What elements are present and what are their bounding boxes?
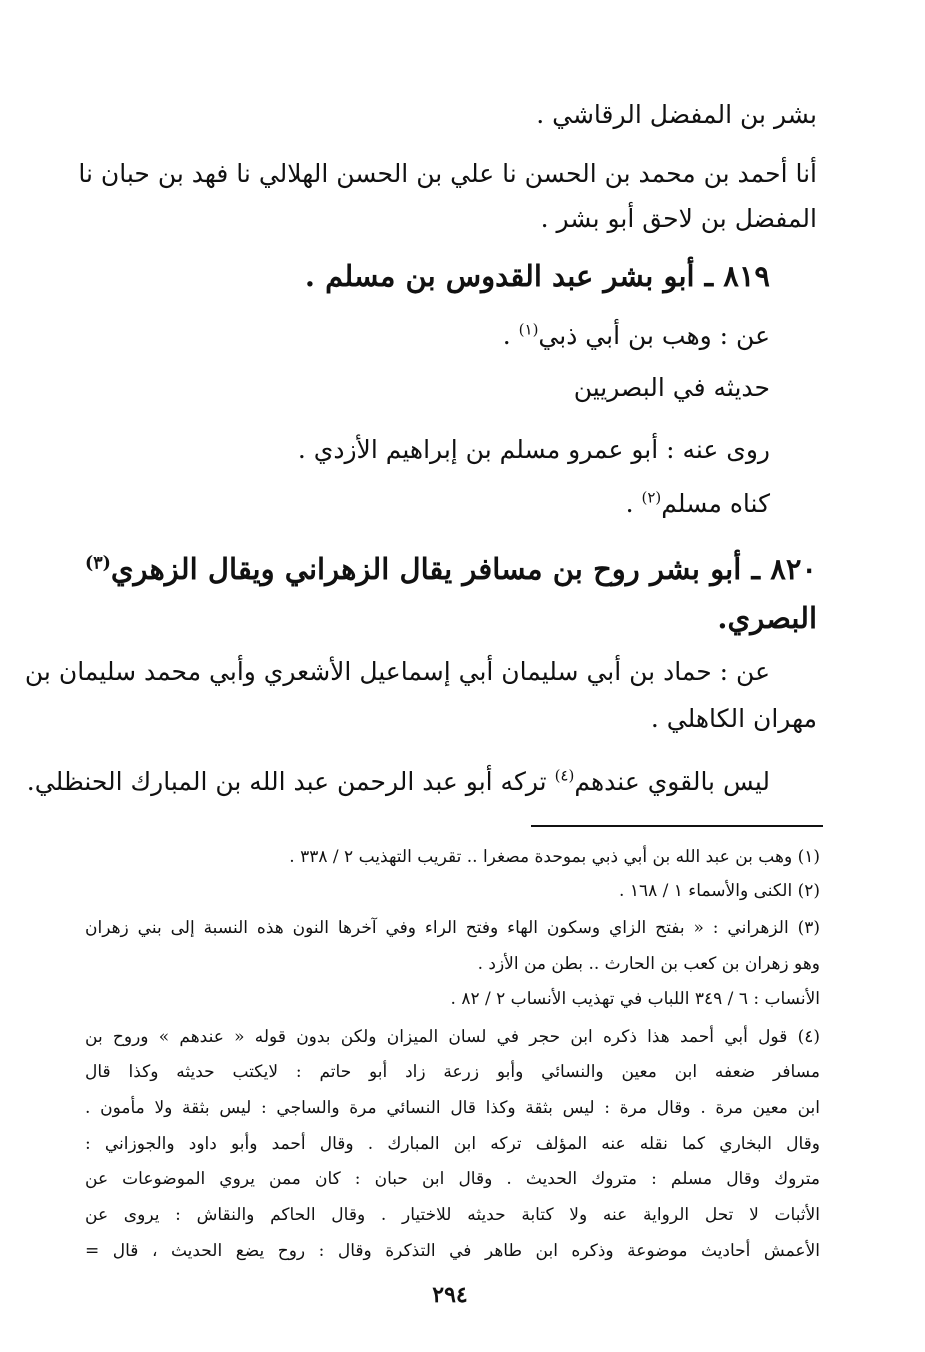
footnote-3-line-2: وهو زهران بن كعب بن الحارث .. بطن من الأزد . — [477, 954, 820, 974]
line-8-text: كناه مسلم — [661, 489, 770, 518]
text-line-3: المفضل بن لاحق أبو بشر . — [540, 204, 817, 233]
footnote-3-line-3: الأنساب : ٦ / ٣٤٩ اللباب في تهذيب الأنساب ٢ / ٨٢ . — [450, 989, 820, 1009]
text-line-7: روى عنه : أبو عمرو مسلم بن إبراهيم الأزدي . — [297, 435, 770, 464]
text-line-13 — [27, 760, 770, 804]
footnote-ref-4: (٤) — [554, 766, 575, 785]
footnote-separator — [531, 825, 823, 827]
footnote-3-line-1: (٣) الزهراني : « بفتح الزاي وسكون الهاء وفتح الراء وفي آخرها النون هذه النسبة إلى بني زهران — [85, 918, 820, 938]
text-line-5 — [503, 314, 770, 358]
footnote-1: (١) وهب بن عبد الله بن أبي ذبي بموحدة مصغرا .. تقريب التهذيب ٢ / ٣٣٨ . — [289, 847, 820, 867]
entry-heading-820-cont: البصري. — [717, 601, 817, 635]
line-13-text-b: تركه أبو عبد الرحمن عبد الله بن المبارك الحنظلي. — [26, 767, 555, 796]
footnote-4-line-1: (٤) قول أبي أحمد هذا ذكره ابن حجر في لسان الميزان ولكن بدون قوله « عندهم » وروح بن — [85, 1027, 820, 1047]
text-line-2: أنا أحمد بن محمد بن الحسن نا علي بن الحسن الهلالي نا فهد بن حبان نا — [78, 159, 817, 188]
footnote-4-line-6: الأثبات لا تحل الرواية عنه ولا كتابة حديثه للاختيار . وقال الحاكم والنقاش : يروى عن — [85, 1205, 820, 1225]
footnote-4-line-3: ابن معين مرة . وقال مرة : ليس بثقة وكذا قال النسائي مرة والساجي : ليس بثقة ولا مأمون . — [85, 1098, 820, 1118]
footnote-4-line-2: مسافر ضعفه ابن معين والنسائي وأبو زرعة زاد أبو حاتم : لايكتب حديثه وكذا قال — [85, 1062, 820, 1082]
footnote-4-line-7: الأعمش أحاديث موضوعة وذكره ابن طاهر في التذكرة وقال : روح يضع الحديث ، قال = — [85, 1241, 820, 1261]
text-line-12: مهران الكاهلي . — [650, 704, 817, 733]
text-line-8 — [626, 482, 770, 526]
text-line-1: بشر بن المفضل الرقاشي . — [536, 100, 817, 129]
footnote-ref-2: (٢) — [641, 488, 662, 507]
line-8-end: . — [625, 489, 642, 518]
footnote-2: (٢) الكنى والأسماء ١ / ١٦٨ . — [619, 881, 820, 901]
text-line-6: حديثه في البصريين — [573, 373, 770, 402]
line-5-text: عن : وهب بن أبي ذبي — [538, 321, 770, 350]
line-5-end: . — [502, 321, 519, 350]
entry-heading-819: ٨١٩ ـ أبو بشر عبد القدوس بن مسلم . — [304, 259, 770, 293]
entry-heading-820 — [85, 545, 817, 593]
page-number: ٢٩٤ — [432, 1282, 468, 1308]
footnote-4-line-4: وقال البخاري كما نقله عنه المؤلف تركه ابن المبارك . وقال أحمد وأبو داود والجوزاني : — [85, 1134, 820, 1154]
entry-820-text: ٨٢٠ ـ أبو بشر روح بن مسافر يقال الزهراني ويقال الزهري — [110, 552, 817, 586]
footnote-ref-1: (١) — [518, 320, 539, 339]
footnote-ref-3: (٣) — [85, 553, 111, 574]
footnote-4-line-5: متروك وقال مسلم : متروك الحديث . وقال ابن حبان : كان ممن يروي الموضوعات عن — [85, 1169, 820, 1189]
text-line-11: عن : حماد بن أبي سليمان أبي إسماعيل الأشعري وأبي محمد سليمان بن — [24, 657, 770, 686]
line-13-text-a: ليس بالقوي عندهم — [574, 767, 770, 796]
